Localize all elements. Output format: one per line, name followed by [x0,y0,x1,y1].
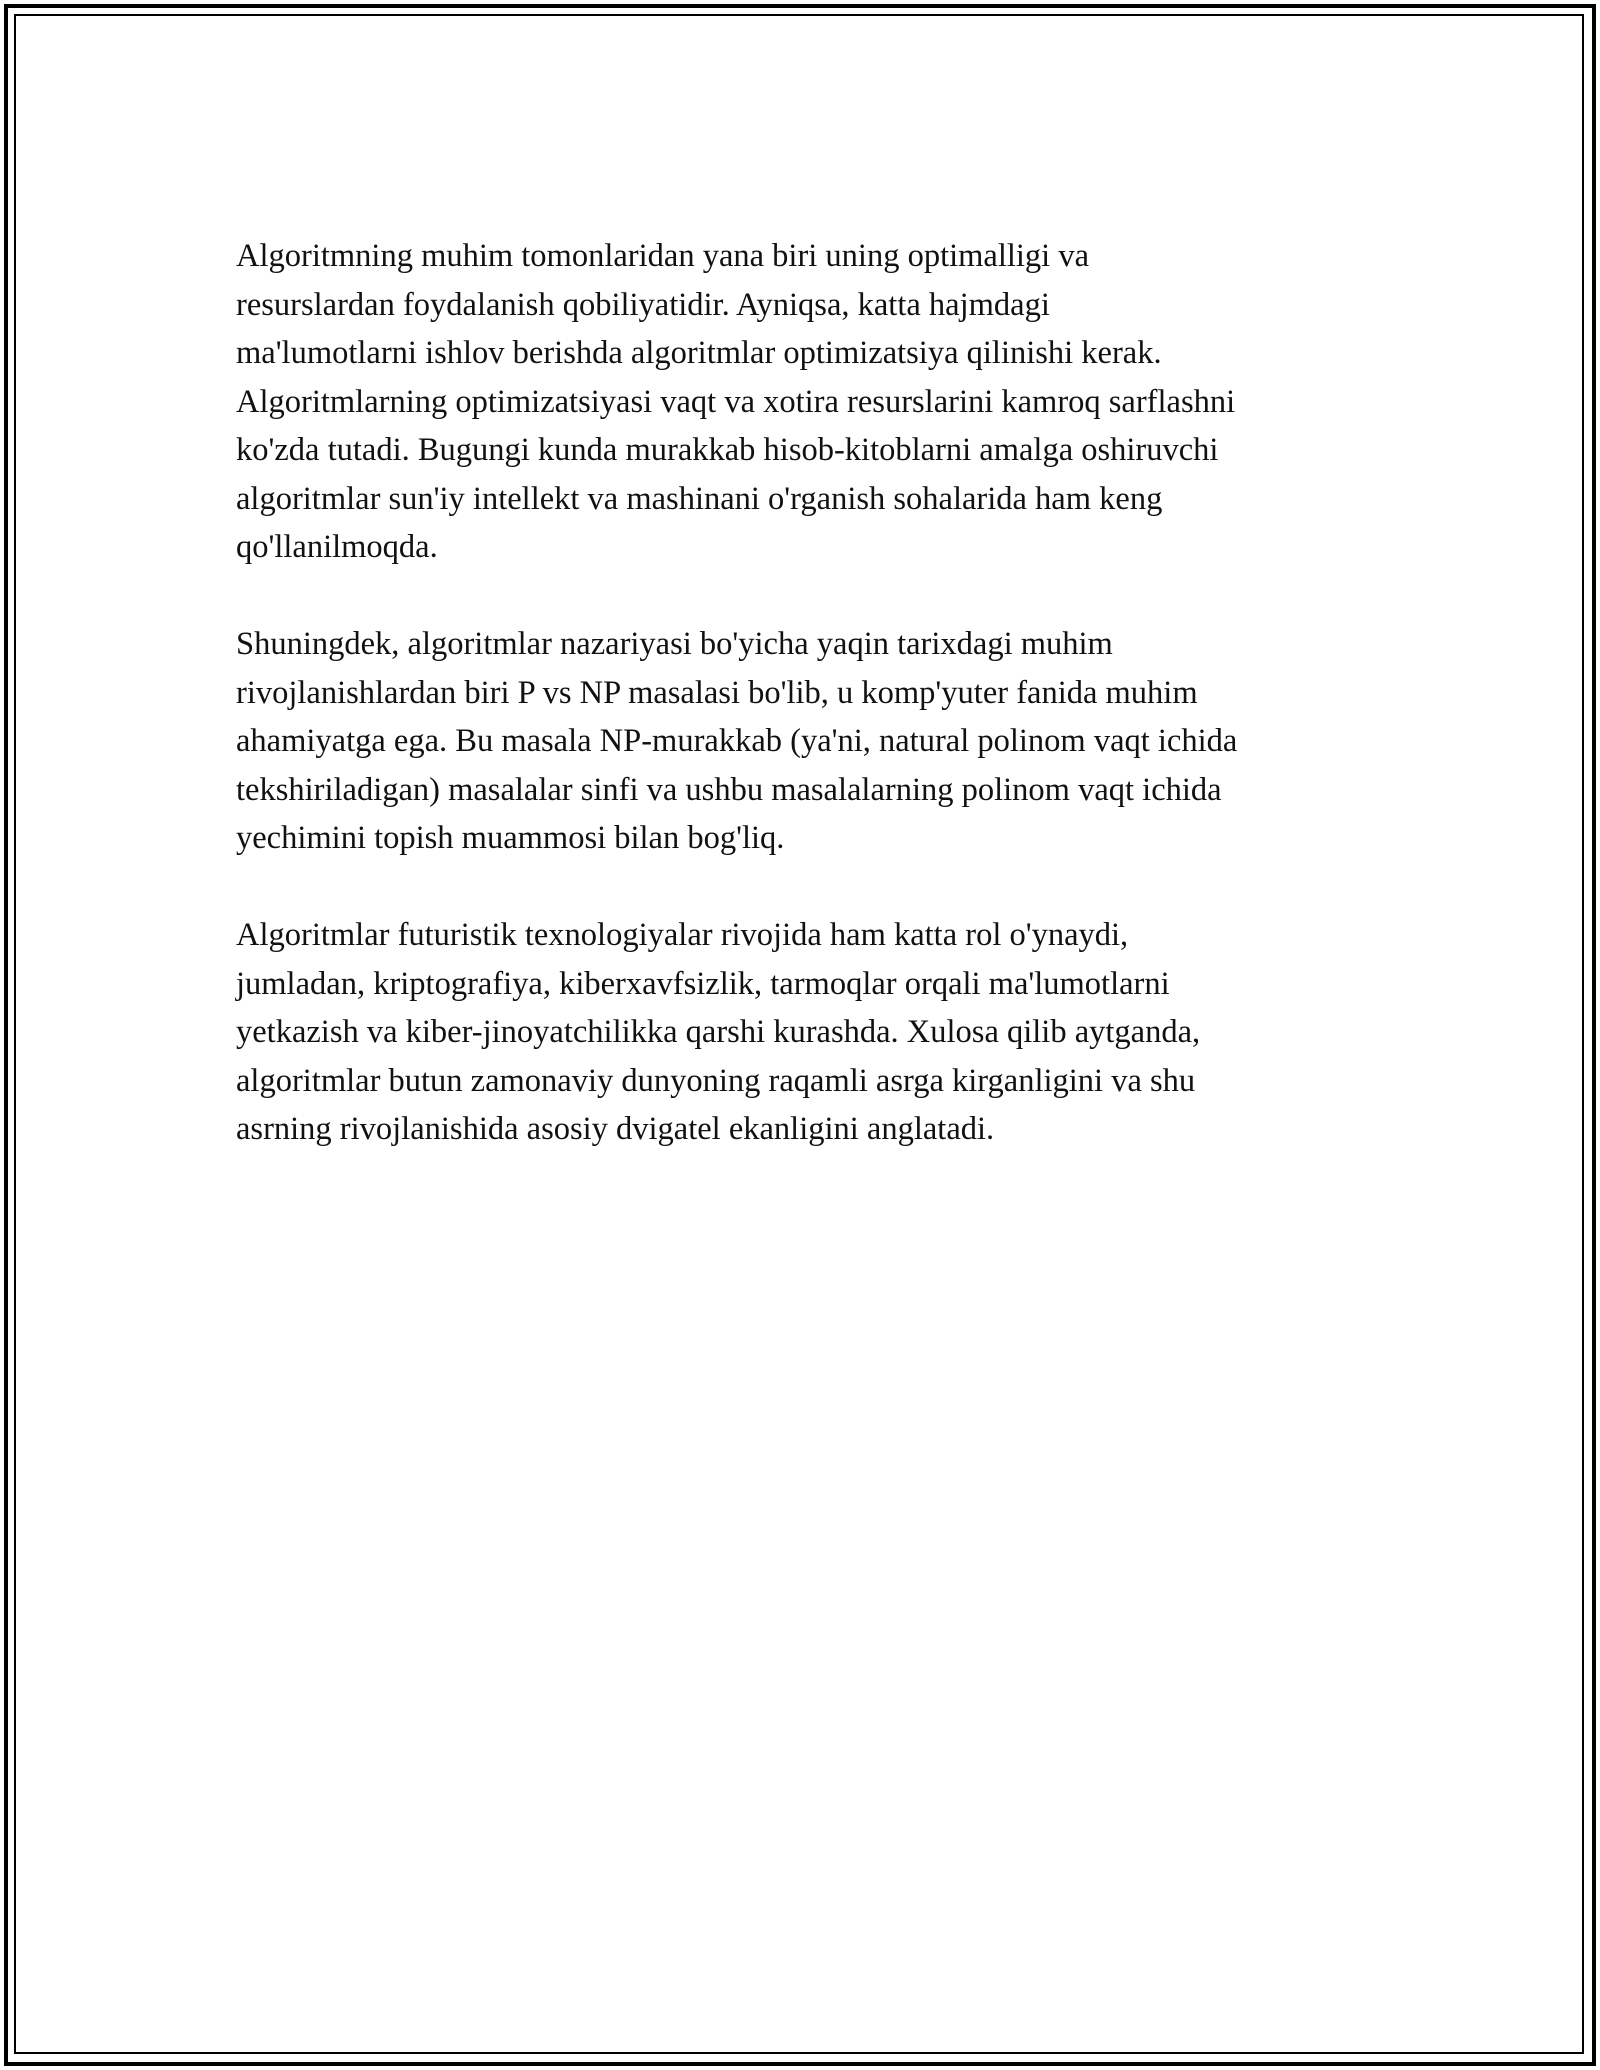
text-line: algoritmlar sun'iy intellekt va mashinani o'rganish sohalarida ham keng [236,480,1163,517]
document-body [236,232,1386,1202]
text-line: Algoritmning muhim tomonlaridan yana biri uning optimalligi va [236,238,1090,274]
text-line: yechimini topish muammosi bilan bog'liq. [236,820,785,856]
text-line: ko'zda tutadi. Bugungi kunda murakkab hisob-kitoblarni amalga oshiruvchi [236,432,1219,468]
text-line: asrning rivojlanishida asosiy dvigatel ekanligini anglatadi. [236,1111,995,1147]
text-line: Algoritmlar futuristik texnologiyalar rivojida ham katta rol o'ynaydi, [236,917,1129,953]
text-line: ahamiyatga ega. Bu masala NP-murakkab (ya'ni, natural polinom vaqt ichida [236,723,1238,759]
text-line: Shuningdek, algoritmlar nazariyasi bo'yicha yaqin tarixdagi muhim [236,626,1113,662]
text-line: yetkazish va kiber-jinoyatchilikka qarshi kurashda. Xulosa qilib aytganda, [236,1014,1201,1050]
paragraph-optimization [236,232,1386,572]
paragraph-futuristic [236,911,1386,1154]
text-line: jumladan, kriptografiya, kiberxavfsizlik, tarmoqlar orqali ma'lumotlarni [236,965,1170,1002]
text-line: Algoritmlarning optimizatsiyasi vaqt va xotira resurslarini kamroq sarflashni [236,383,1236,420]
text-line: tekshiriladigan) masalalar sinfi va ushbu masalalarning polinom vaqt ichida [236,771,1222,808]
text-line: ma'lumotlarni ishlov berishda algoritmlar optimizatsiya qilinishi kerak. [236,335,1162,371]
text-line: qo'llanilmoqda. [236,529,438,565]
paragraph-p-vs-np [236,620,1386,863]
text-line: resurslardan foydalanish qobiliyatidir. Ayniqsa, katta hajmdagi [236,286,1050,323]
text-line: algoritmlar butun zamonaviy dunyoning raqamli asrga kirganligini va shu [236,1062,1196,1099]
text-line: rivojlanishlardan biri P vs NP masalasi bo'lib, u komp'yuter fanida muhim [236,674,1198,711]
